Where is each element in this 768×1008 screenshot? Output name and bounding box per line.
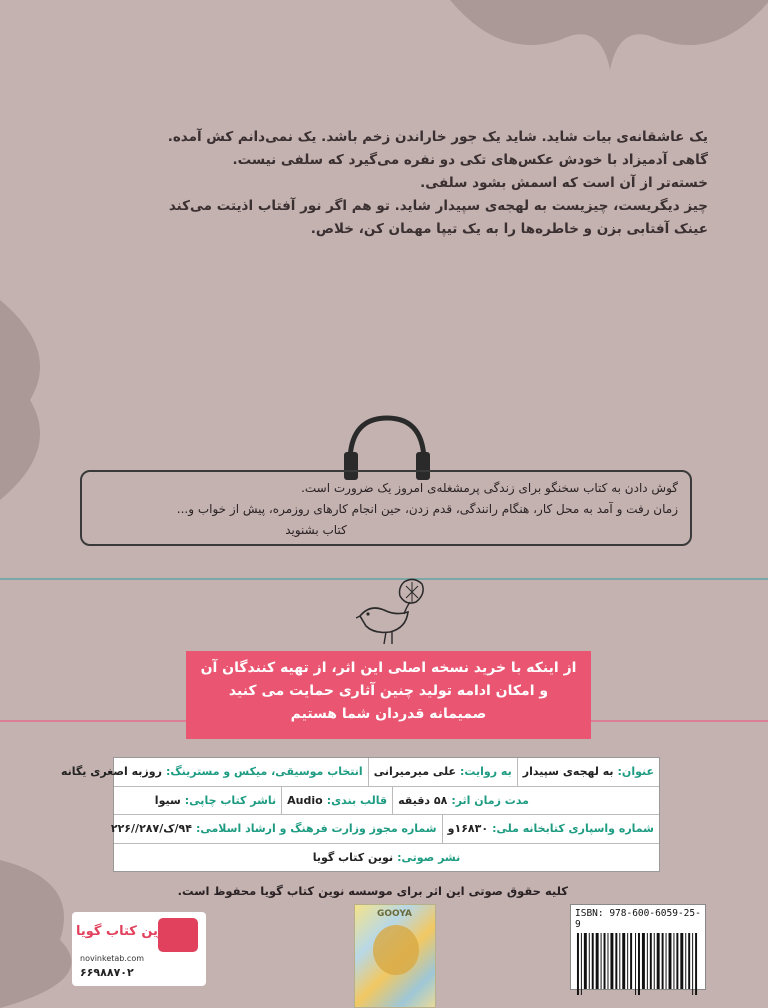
logo-name: نوین کتاب گویا bbox=[76, 924, 171, 939]
credits-row bbox=[60, 758, 659, 787]
credits-row bbox=[114, 844, 659, 873]
credit-label: عنوان: bbox=[617, 765, 654, 779]
support-line: صمیمانه قدردان شما هستیم bbox=[290, 706, 487, 722]
note-line: کتاب بشنوید bbox=[285, 523, 347, 537]
credit-value: روزبه اصغری یگانه bbox=[60, 765, 162, 779]
credit-cell bbox=[106, 815, 442, 843]
damask-ornament-left-icon bbox=[0, 300, 70, 500]
logo-website: novinketab.com bbox=[80, 954, 145, 963]
credit-value: به لهجه‌ی سپیدار bbox=[522, 765, 614, 779]
publisher-logo bbox=[72, 912, 206, 986]
isbn-number: ISBN: 978-600-6059-25-9 bbox=[575, 908, 701, 930]
credit-value: Audio bbox=[287, 793, 323, 807]
credit-value: علی میرمیرانی bbox=[373, 765, 456, 779]
credit-cell bbox=[308, 844, 466, 873]
poem-line: خسته‌تر از آن است که اسمش بشود سلفی. bbox=[420, 175, 708, 191]
credit-label: قالب بندی: bbox=[326, 793, 388, 807]
credit-cell bbox=[150, 787, 281, 815]
poem-line: عینک آفتابی بزن و خاطره‌ها را به یک تیپا مهمان کن، خلاص. bbox=[310, 221, 708, 237]
credit-cell bbox=[442, 815, 659, 843]
copyright-notice: کلیه حقوق صوتی این اثر برای موسسه نوین کتاب گویا محفوظ است. bbox=[177, 884, 568, 898]
note-line: گوش دادن به کتاب سخنگو برای زندگی پرمشغله‌ی امروز یک ضرورت است. bbox=[301, 481, 678, 495]
logo-phone: ۶۶۹۸۸۷۰۲ bbox=[80, 966, 134, 979]
hologram-label: GOOYA bbox=[377, 909, 412, 919]
credit-label: شماره مجوز وزارت فرهنگ و ارشاد اسلامی: bbox=[195, 822, 437, 836]
credit-cell bbox=[281, 787, 392, 815]
credit-label: انتخاب موسیقی، میکس و مسترینگ: bbox=[165, 765, 363, 779]
credit-label: شماره واسپاری کتابخانه ملی: bbox=[492, 822, 654, 836]
credit-value: ۵۸ دقیقه bbox=[398, 793, 448, 807]
support-line: و امکان ادامه تولید چنین آثاری حمایت می کنید bbox=[228, 683, 549, 699]
poem-line: چیز دیگریست، چیزیست به لهجه‌ی سپیدار شاید. تو هم اگر نور آفتاب اذیتت می‌کند bbox=[168, 198, 708, 214]
hologram-emblem-icon bbox=[373, 925, 419, 975]
poem-line: گاهی آدمیزاد با خودش عکس‌های تکی دو نفره می‌گیرد که سلفی نیست. bbox=[232, 152, 708, 168]
credit-label: نشر صوتی: bbox=[397, 851, 461, 865]
credit-label: ناشر کتاب چاپی: bbox=[184, 793, 277, 807]
credits-table bbox=[60, 757, 660, 872]
credit-label: مدت زمان اثر: bbox=[451, 793, 529, 807]
credit-cell bbox=[368, 758, 517, 786]
hologram-sticker bbox=[354, 904, 436, 1008]
credit-value: ۱۶۸۳۰و bbox=[447, 822, 489, 836]
credit-label: به روایت: bbox=[459, 765, 512, 779]
credit-value: ۹۴/ک/۲۸۷//۲۲۶ bbox=[110, 822, 192, 836]
credit-cell bbox=[517, 758, 659, 786]
barcode-icon bbox=[575, 933, 701, 995]
credits-row bbox=[110, 815, 659, 844]
poem-line: یک عاشقانه‌ی بیات شاید. شاید یک جور خاراندن زخم باشد. یک نمی‌دانم کش آمده. bbox=[167, 129, 708, 145]
credit-value: نوین کتاب گویا bbox=[312, 851, 394, 865]
credits-row bbox=[114, 787, 659, 816]
note-line: زمان رفت و آمد به محل کار، هنگام رانندگی، قدم زدن، حین انجام کارهای روزمره، پیش از خواب و... bbox=[176, 502, 678, 516]
damask-ornament-top-icon bbox=[440, 0, 768, 110]
credit-cell bbox=[56, 758, 368, 786]
audiobook-note-box bbox=[80, 470, 692, 546]
credit-cell bbox=[392, 787, 659, 815]
credit-value: سیوا bbox=[154, 793, 181, 807]
bird-flower-icon bbox=[356, 572, 436, 652]
support-line: از اینکه با خرید نسخه اصلی این اثر، از تهیه کنندگان آن bbox=[200, 660, 577, 676]
isbn-barcode bbox=[570, 904, 706, 990]
support-message-box bbox=[186, 651, 591, 739]
poem-block bbox=[48, 126, 708, 241]
